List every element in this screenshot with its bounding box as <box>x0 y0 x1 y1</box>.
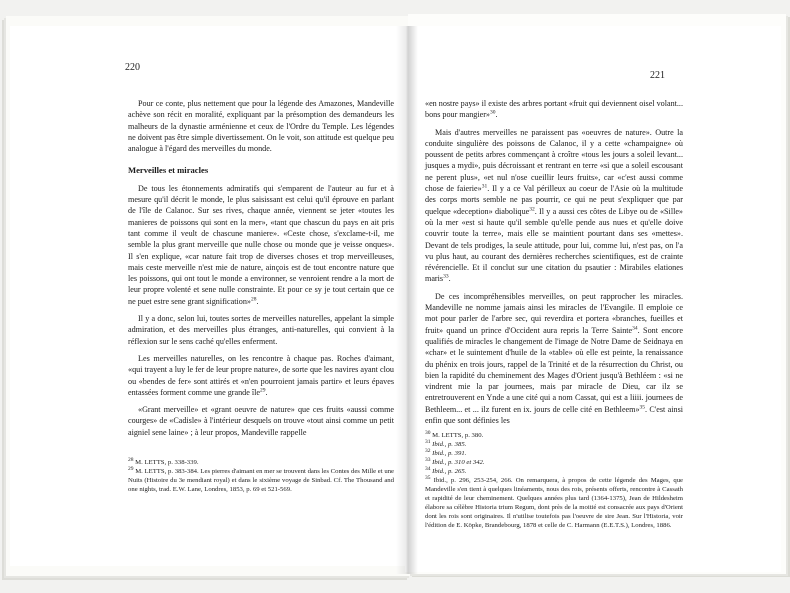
paragraph: «Grant merveille» et «grant oeuvre de nature» que ces fruits «aussi comme courges» de «Cadisle» à l'intérieur desquels on trouve «tout ainsi comme un petit aigniel sene laine» ; à leur propos, Mandeville rappelle <box>128 405 394 437</box>
paragraph: «en nostre pays» il existe des arbres portant «fruit qui deviennent oisel volant... bons pour mangier»$^{30}$. <box>425 99 683 120</box>
left-footnotes <box>128 458 394 494</box>
page-number-left: 220 <box>125 62 140 73</box>
footnote: $^{34}$ Ibid., p. 265. <box>425 465 467 475</box>
paragraph: Les merveilles naturelles, on les rencontre à chaque pas. Roches d'aimant, «qui trayent a luy le fer de leur propre nature», de sorte que les navires ayant clou ou «bendes de fer» sont attirés et «n'en pourroient jamais partir» et leurs épaves entassées forment comme une grande île$^{29}$. <box>128 353 394 397</box>
paragraph: Il y a donc, selon lui, toutes sortes de merveilles naturelles, appelant la simple admiration, et des merveilles plus étranges, anti-naturelles, qui convient à la réflexion sur le sens caché qu'elles enferment. <box>128 314 394 346</box>
footnote: $^{30}$ M. LETTS, p. 380. <box>425 429 484 439</box>
footnote: $^{32}$ Ibid., p. 391. <box>425 447 467 457</box>
section-heading: Merveilles et miracles <box>128 165 209 176</box>
footnote: $^{28}$ M. LETTS, p. 338-339. <box>128 456 199 466</box>
page-number-right: 221 <box>650 70 665 81</box>
right-body <box>425 98 683 426</box>
footnote: $^{35}$ Ibid., p. 296, 253-254, 266. On remarquera, à propos de cette légende des Mages, que Mandeville s'en tient à quelques linéaments, nous des rois, présents offerts, rencontre à Cassath et rapidité de leur cheminement. Quelques années plus tard (1364-1375), Jean de Hildesheim élabore sa célèbre Historia trium Regum, dont près de la moitié est consacrée aux pays d'Orient dont les rois sont originaires. Il n'utilise toutefois pas l'oeuvre de sire Jean. Sur l'Historia, voir l'édition de E. Köpke, Brandebourg, 1878 et celle de C. Harmann (E.E.T.S.), Londres, 1886. <box>425 474 684 529</box>
footnote: $^{29}$ M. LETTS, p. 383-384. Les pierres d'aimant en mer se trouvent dans les Contes des Mille et une Nuits (Histoire du 3e mendiant royal) et dans le sixième voyage de Sinbad. Cf. The Thousand and one nights, trad. E.W. Lane, Londres, 1853, p. 69 et 521-569. <box>128 465 395 493</box>
right-page <box>405 26 781 572</box>
paragraph: De ces incompréhensibles merveilles, on peut rapprocher les miracles. Mandeville ne nomme jamais ainsi les miracles de l'Evangile. Il emploie ce mot pour parler de l'arbre sec, qui reverdira et portera «branches, fueilles et fruit» quand un prince d'Occident aura repris la Terre Sainte$^{34}$. Sont encore qualifiés de miracles le changement de l'image de Notre Dame de Seidnaya en «char» et le suintement d'huile de la «table» où elle est peinte, la renaissance du phénix en trois jours, rappel de la Trinité et de la résurrection du Christ, ou bien la rapidité du cheminement des Mages d'Orient jusqu'à Bethléem : «si ne vindrent mie la par journees, mais par miracle de Dieu, car ilz se entretrouverent en Ynde a une cité qui a nom Cassat, qui est a liiii. journees de Bethleem... et ... ilz furent en ix. jours de celle cité en Bethleem»$^{35}$. C'est ainsi enfin que sont définies les <box>425 291 683 426</box>
footnote: $^{33}$ Ibid., p. 310 et 342. <box>425 456 485 466</box>
footnote: $^{31}$ Ibid., p. 385. <box>425 438 467 448</box>
paragraph: De tous les étonnements admiratifs qui s'emparent de l'auteur au fur et à mesure qu'il décrit le monde, le plus saisissant est celui qu'il éprouve en parlant de l'île de Calanoc. Sur ses rives, chaque année, viennent se jeter «toutes les manieres de poissons qui sont en la mer», «tant que chascun du pays en ait pris tant comme il veult de chascune maniere». «Ceste chose, s'exclame-t-il, me semble la plus grant merveille que nulle chose ou monde que je veisse onques». Il s'en explique, «car nature fait trop de diverses choses et trop merveilleuses, mais ceste merveille n'est mie de nature, ainçois est de tout encontre nature que les poissons, qui ont tout le monde a environner, se venroient rendre a la mort de leur propre volenté et sene nulle constrainte. Et pour ce sy je tout certain que ce ne puet estre sene grant signification»$^{28}$. <box>128 183 394 306</box>
book-gutter-shadow <box>396 26 418 574</box>
left-page <box>10 26 405 566</box>
right-footnotes <box>425 431 683 530</box>
paragraph: Mais d'autres merveilles ne paraissent pas «oeuvres de nature». Outre la conduite singulière des poissons de Calanoc, il y a cette «champaigne» où poussent de petits arbres commençant à croître «tous les jours a soleil levant... jusques a mydi», puis décroissant et rentrant en terre «si que a soleil escousant ne perent plus», «et nul n'ose cueillir leurs fruits», car «c'est aussi comme chose de faierie»$^{31}$. Il y a ce Val périlleux au coeur de l'Asie où la multitude des corps morts semble ne pas pourrir, ce qui ne peut s'expliquer que par quelque «deception» diabolique$^{32}$. Il y a aussi ces côtes de Libye ou de «Sille» où la mer «est si haute qu'il semble qu'elle pende aus nues et qu'elle doive couvrir toute la terre», mais elle se maintient pourtant dans ses «mettes». Devant de tels prodiges, la seule attitude, pour lui, comme lui, n'est pas, on l'a vu plus haut, au courant des dernières recherches scientifiques, est de crainte révérencielle. Et il conclut sur une citation du psautier : Mirabiles elationes maris$^{33}$. <box>425 127 683 284</box>
paragraph: Pour ce conte, plus nettement que pour la légende des Amazones, Mandeville achève son récit en moralité, expliquant par la présomption des demandeurs les malheurs de la dynastie arménienne et ceux de l'Ordre du Temple. Les légendes ne doivent pas être simple divertissement. On le voit, son attitude est quelque peu analogue à l'égard des merveilles du monde. <box>128 99 394 154</box>
left-body <box>128 98 394 438</box>
